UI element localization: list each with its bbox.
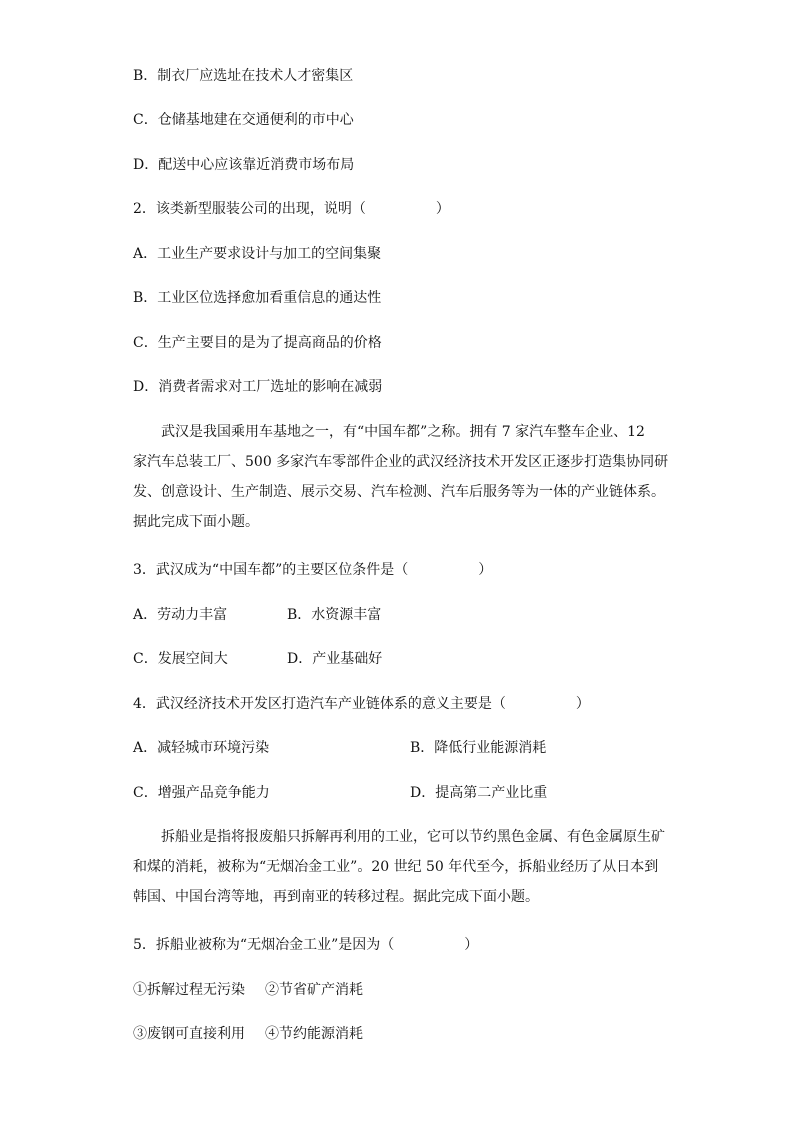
passage-ship-line: 韩国、中国台湾等地，再到南亚的转移过程。据此完成下面小题。 [133, 889, 539, 905]
q2-option-c: C．生产主要目的是为了提高商品的价格 [133, 335, 382, 351]
passage-ship-line: 和煤的消耗，被称为“无烟冶金工业”。20 世纪 50 年代至今，拆船业经历了从日本到 [133, 859, 659, 875]
q3-option-a: A．劳动力丰富 [133, 607, 228, 623]
q1-option-d: D．配送中心应该靠近消费市场布局 [133, 157, 355, 173]
passage-wuhan-line: 发、创意设计、生产制造、展示交易、汽车检测、汽车后服务等为一体的产业链体系。 [133, 484, 665, 500]
q3-option-d: D．产业基础好 [287, 651, 383, 667]
q4-option-b: B．降低行业能源消耗 [410, 740, 547, 756]
q5-statement-1: ①拆解过程无污染 [133, 982, 245, 998]
q4-option-c: C．增强产品竞争能力 [133, 785, 270, 801]
passage-wuhan-line: 据此完成下面小题。 [133, 514, 259, 530]
q1-option-c: C．仓储基地建在交通便利的市中心 [133, 112, 354, 128]
q5-stem: 5．拆船业被称为“无烟冶金工业”是因为（ ） [133, 937, 479, 953]
q5-statement-4: ④节约能源消耗 [265, 1026, 363, 1042]
q3-stem: 3．武汉成为“中国车都”的主要区位条件是（ ） [133, 562, 493, 578]
q4-option-d: D．提高第二产业比重 [410, 785, 548, 801]
q4-option-a: A．减轻城市环境污染 [133, 740, 270, 756]
passage-wuhan-line: 武汉是我国乘用车基地之一，有“中国车都”之称。拥有 7 家汽车整车企业、12 [161, 424, 645, 440]
q5-statement-2: ②节省矿产消耗 [265, 982, 363, 998]
q2-stem: 2．该类新型服装公司的出现，说明（ ） [133, 201, 450, 217]
q2-option-d: D．消费者需求对工厂选址的影响在减弱 [133, 379, 383, 395]
q5-statement-3: ③废钢可直接利用 [133, 1026, 245, 1042]
passage-ship-line: 拆船业是指将报废船只拆解再利用的工业，它可以节约黑色金属、有色金属原生矿 [161, 829, 665, 845]
q2-option-b: B．工业区位选择愈加看重信息的通达性 [133, 290, 382, 306]
q1-option-b: B．制衣厂应选址在技术人才密集区 [133, 68, 354, 84]
q3-option-c: C．发展空间大 [133, 651, 228, 667]
q4-stem: 4．武汉经济技术开发区打造汽车产业链体系的意义主要是（ ） [133, 696, 590, 712]
passage-wuhan-line: 家汽车总装工厂、500 多家汽车零部件企业的武汉经济技术开发区正逐步打造集协同研 [133, 454, 669, 470]
q3-option-b: B．水资源丰富 [287, 607, 382, 623]
passage-shipbreaking [133, 827, 668, 907]
q2-option-a: A．工业生产要求设计与加工的空间集聚 [133, 246, 382, 262]
passage-wuhan [133, 422, 668, 532]
